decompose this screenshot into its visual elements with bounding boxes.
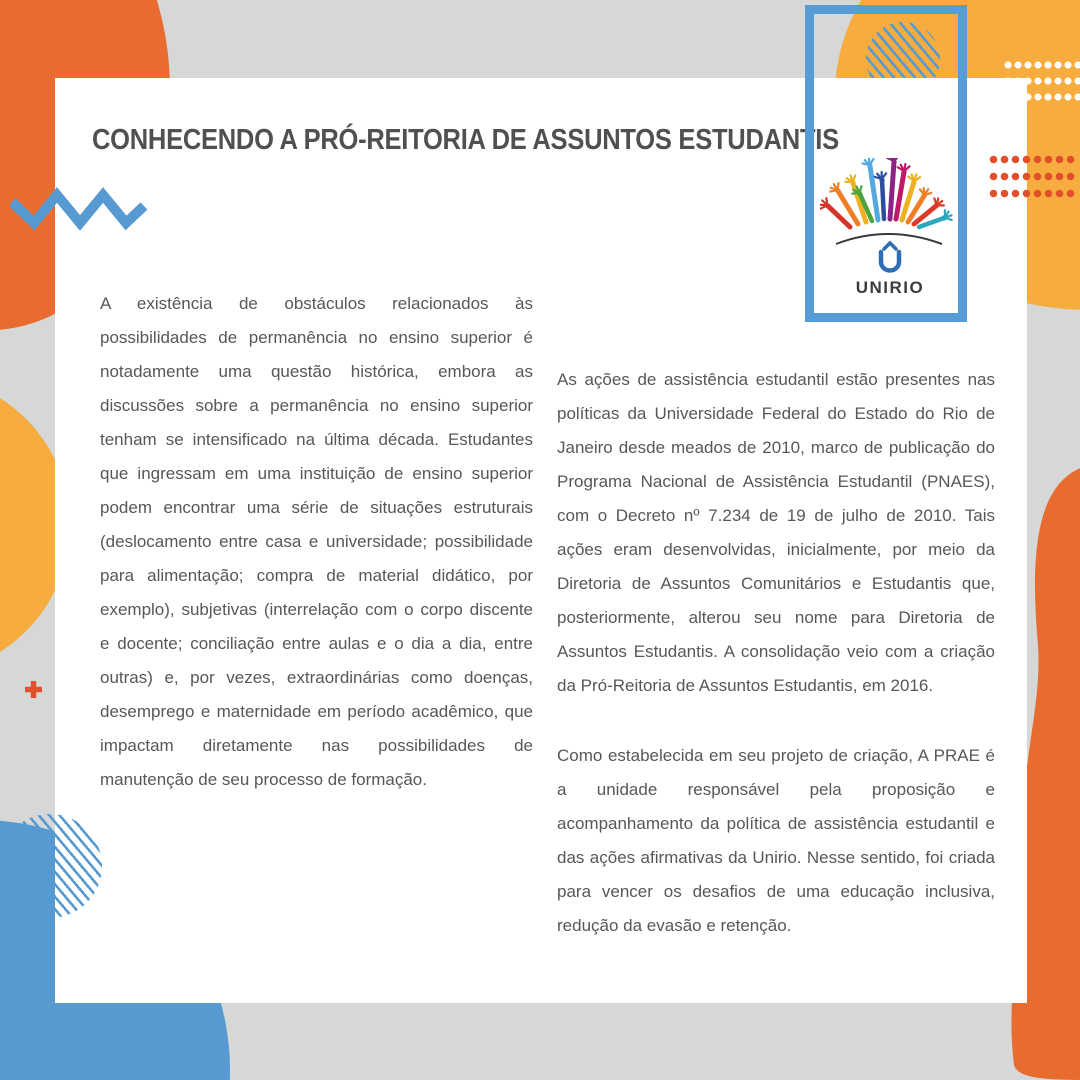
left-column <box>100 287 533 797</box>
body-paragraph: As ações de assistência estudantil estão presentes nas políticas da Universidade Federal do Estado do Rio de Janeiro desde meados de 2010, marco de publicação do Programa Nacional de Assistência Estudantil (PNAES), com o Decreto nº 7.234 de 19 de julho de 2010. Tais ações eram desenvolvidas, inicialmente, por meio da Diretoria de Assuntos Comunitários e Estudantis que, posteriormente, alterou seu nome para Diretoria de Assuntos Estudantis. A consolidação veio com a criação da Pró-Reitoria de Assuntos Estudantis, em 2016. <box>557 370 995 695</box>
striped-circle-icon-bottom <box>0 814 102 918</box>
page-title: CONHECENDO A PRÓ-REITORIA DE ASSUNTOS ESTUDANTIS <box>92 124 839 156</box>
raised-hands-fan-icon <box>820 158 960 278</box>
body-paragraph: A existência de obstáculos relacionados às possibilidades de permanência no ensino superior é notadamente uma questão histórica, embora as discussões sobre a permanência no ensino superior tenham se intensificado na última década. Estudantes que ingressam em uma instituição de ensino superior podem encontrar uma série de situações estruturais (deslocamento entre casa e universidade; possibilidade para alimentação; compra de material didático, por exemplo), subjetivas (interrelação com o corpo discente e docente; conciliação entre aulas e o dia a dia, entre outras) e, por vezes, extraordinárias como doenças, desemprego e maternidade em período acadêmico, que impactam diretamente nas possibilidades de manutenção de seu processo de formação. <box>100 294 533 789</box>
right-column <box>557 363 995 943</box>
body-paragraph: Como estabelecida em seu projeto de criação, A PRAE é a unidade responsável pela proposição e acompanhamento da política de assistência estudantil e das ações afirmativas da Unirio. Nesse sentido, foi criada para vencer os desafios de uma educação inclusiva, redução da evasão e retenção. <box>557 746 995 935</box>
dot-grid-icon-white <box>1002 56 1080 106</box>
dot-grid-icon-orange <box>987 150 1077 204</box>
blue-u-caret-icon <box>881 243 899 271</box>
zigzag-icon <box>10 186 150 230</box>
logo-wordmark: UNIRIO <box>855 278 925 297</box>
plus-icon <box>24 680 43 699</box>
